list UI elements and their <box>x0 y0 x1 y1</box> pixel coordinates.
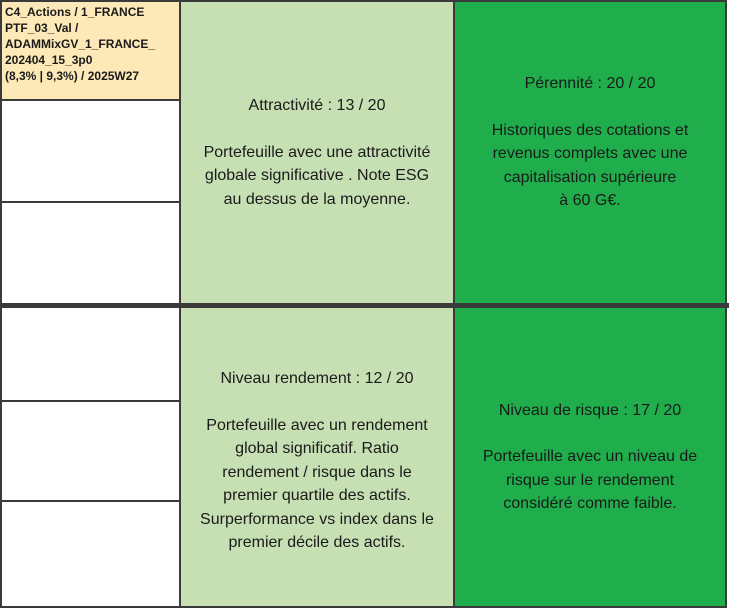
perennite-description: Historiques des cotations et revenus complets avec une capitalisation supérieure à 60 G€. <box>491 121 689 210</box>
attractivite-description: Portefeuille avec une attractivité globale significative . Note ESG au dessus de la moyenne. <box>203 143 431 208</box>
blank-cell <box>0 99 181 203</box>
rendement-title: Niveau rendement : 12 / 20 <box>220 370 414 388</box>
portfolio-header <box>0 0 181 101</box>
blank-cell <box>0 500 181 608</box>
risque-description: Portefeuille avec un niveau de risque sur le rendement considéré comme faible. <box>482 448 698 512</box>
perennite-title: Pérennité : 20 / 20 <box>524 75 656 93</box>
header-line: PTF_03_Val / <box>5 21 79 35</box>
header-line: (8,3% | 9,3%) / 2025W27 <box>5 69 140 83</box>
blank-cell <box>0 201 181 305</box>
header-line: 202404_15_3p0 <box>5 53 93 67</box>
blank-cell <box>0 306 181 403</box>
row-divider <box>0 303 729 308</box>
perennite-cell <box>453 0 727 305</box>
attractivite-title: Attractivité : 13 / 20 <box>248 97 386 114</box>
rendement-description: Portefeuille avec un rendement global significatif. Ratio rendement / risque dans le premier quartile des actifs. Surperformance vs index dans le premier décile des actifs. <box>200 416 434 552</box>
risque-title: Niveau de risque : 17 / 20 <box>498 401 682 419</box>
attractivite-cell <box>179 0 455 305</box>
header-line: C4_Actions / 1_FRANCE <box>5 5 145 19</box>
rendement-cell <box>179 306 455 608</box>
header-line: ADAMMixGV_1_FRANCE_ <box>5 37 156 51</box>
blank-cell <box>0 400 181 503</box>
risque-cell <box>453 306 727 608</box>
